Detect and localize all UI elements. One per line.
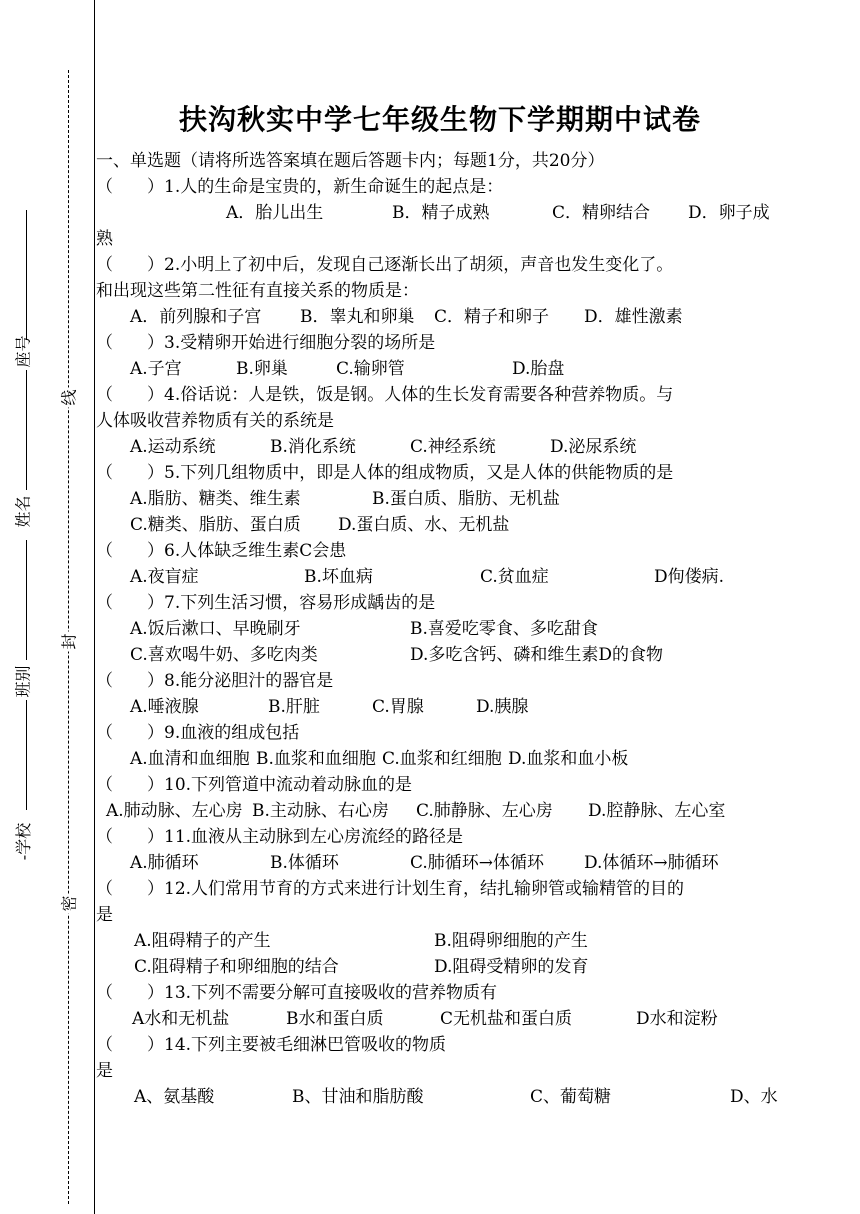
- class-label: 班别: [13, 665, 33, 698]
- q8-option-c[interactable]: C.胃腺: [372, 697, 424, 717]
- q5-option-c[interactable]: C.糖类、脂肪、蛋白质: [130, 515, 301, 535]
- binding-solid-line: [94, 0, 95, 1214]
- q10-option-c[interactable]: C.肺静脉、左心房: [416, 801, 553, 821]
- q8-option-b[interactable]: B.肝脏: [268, 697, 320, 717]
- question-5-options-row1: [96, 486, 796, 512]
- question-2-stem: （ ）2.小明上了初中后，发现自己逐渐长出了胡须，声音也发生变化了。: [96, 255, 674, 275]
- q1-option-d[interactable]: D．卵子成: [688, 203, 770, 223]
- q1-option-d-tail: 熟: [96, 229, 113, 249]
- q1-option-a[interactable]: A．胎儿出生: [226, 203, 324, 223]
- q13-option-c[interactable]: C无机盐和蛋白质: [440, 1009, 573, 1029]
- question-5-options-row2: [96, 512, 796, 538]
- question-14-options: [96, 1084, 796, 1110]
- q9-option-c[interactable]: C.血浆和红细胞: [382, 749, 502, 769]
- question-7-options-row2: [96, 642, 796, 668]
- q4-option-b[interactable]: B.消化系统: [270, 437, 356, 457]
- school-blank[interactable]: [26, 700, 27, 810]
- q4-option-d[interactable]: D.泌尿系统: [550, 437, 637, 457]
- q6-option-c[interactable]: C.贫血症: [480, 567, 549, 587]
- question-2-options: [96, 304, 796, 330]
- q10-option-d[interactable]: D.腔静脉、左心室: [588, 801, 726, 821]
- q4-option-c[interactable]: C.神经系统: [410, 437, 496, 457]
- question-7-options-row1: [96, 616, 796, 642]
- q9-option-a[interactable]: A.血清和血细胞: [130, 749, 250, 769]
- question-7-stem: （ ）7.下列生活习惯，容易形成龋齿的是: [96, 593, 436, 613]
- seat-label: 座号: [13, 335, 33, 368]
- q4-option-a[interactable]: A.运动系统: [130, 437, 216, 457]
- q2-option-d[interactable]: D．雄性激素: [584, 307, 683, 327]
- question-9-stem: （ ）9.血液的组成包括: [96, 723, 300, 743]
- q9-option-d[interactable]: D.血浆和血小板: [508, 749, 629, 769]
- question-9-options: [96, 746, 796, 772]
- exam-content: [96, 148, 796, 1110]
- q12-option-a[interactable]: A.阻碍精子的产生: [134, 931, 271, 951]
- q6-option-d[interactable]: D佝偻病.: [654, 567, 725, 587]
- q10-option-a[interactable]: A.肺动脉、左心房: [106, 801, 243, 821]
- seat-blank[interactable]: [26, 210, 27, 340]
- school-label: [11, 823, 34, 860]
- question-11-options: [96, 850, 796, 876]
- question-14-stem-cont: 是: [96, 1061, 113, 1081]
- question-3-options: [96, 356, 796, 382]
- q7-option-b[interactable]: B.喜爱吃零食、多吃甜食: [410, 619, 598, 639]
- q11-option-d[interactable]: D.体循环→肺循环: [584, 853, 719, 873]
- q14-option-c[interactable]: C、葡萄糖: [530, 1087, 612, 1107]
- q14-option-b[interactable]: B、甘油和脂肪酸: [292, 1087, 424, 1107]
- question-12-options-row2: [96, 954, 796, 980]
- q12-option-d[interactable]: D.阻碍受精卵的发育: [434, 957, 589, 977]
- q3-option-a[interactable]: A.子宫: [130, 359, 182, 379]
- question-13-stem: （ ）13.下列不需要分解可直接吸收的营养物质有: [96, 983, 498, 1003]
- question-10-options: [96, 798, 796, 824]
- q12-option-c[interactable]: C.阻碍精子和卵细胞的结合: [134, 957, 339, 977]
- q5-option-a[interactable]: A.脂肪、糖类、维生素: [130, 489, 301, 509]
- q10-option-b[interactable]: B.主动脉、右心房: [252, 801, 389, 821]
- seal-char-seal: 封: [57, 632, 80, 652]
- school-label-text: 学校: [14, 822, 34, 855]
- q6-option-a[interactable]: A.夜盲症: [130, 567, 199, 587]
- question-1-options: [96, 200, 796, 226]
- q13-option-a[interactable]: A水和无机盐: [132, 1009, 230, 1029]
- question-4-options: [96, 434, 796, 460]
- q13-option-b[interactable]: B水和蛋白质: [286, 1009, 384, 1029]
- seal-char-secret: 密: [57, 894, 80, 914]
- question-8-stem: （ ）8.能分泌胆汁的器官是: [96, 671, 334, 691]
- school-prefix: -: [14, 854, 34, 861]
- q3-option-c[interactable]: C.输卵管: [336, 359, 405, 379]
- question-5-stem: （ ）5.下列几组物质中，即是人体的组成物质，又是人体的供能物质的是: [96, 463, 674, 483]
- question-12-stem-cont: 是: [96, 905, 113, 925]
- question-3-stem: （ ）3.受精卵开始进行细胞分裂的场所是: [96, 333, 436, 353]
- q1-option-c[interactable]: C．精卵结合: [552, 203, 651, 223]
- q11-option-b[interactable]: B.体循环: [270, 853, 339, 873]
- q3-option-b[interactable]: B.卵巢: [236, 359, 288, 379]
- q13-option-d[interactable]: D水和淀粉: [636, 1009, 718, 1029]
- question-6-options: [96, 564, 796, 590]
- q5-option-d[interactable]: D.蛋白质、水、无机盐: [338, 515, 510, 535]
- question-1-stem: （ ）1.人的生命是宝贵的，新生命诞生的起点是：: [96, 177, 504, 197]
- name-blank[interactable]: [26, 370, 27, 490]
- exam-title: 扶沟秋实中学七年级生物下学期期中试卷: [178, 103, 701, 136]
- q2-option-a[interactable]: A．前列腺和子宫: [130, 307, 262, 327]
- q2-option-c[interactable]: C．精子和卵子: [434, 307, 550, 327]
- name-label: 姓名: [13, 495, 33, 528]
- question-6-stem: （ ）6.人体缺乏维生素C会患: [96, 541, 347, 561]
- q7-option-d[interactable]: D.多吃含钙、磷和维生素D的食物: [410, 645, 664, 665]
- question-11-stem: （ ）11.血液从主动脉到左心房流经的路径是: [96, 827, 464, 847]
- question-8-options: [96, 694, 796, 720]
- binding-margin: [0, 0, 96, 1214]
- question-14-stem: （ ）14.下列主要被毛细淋巴管吸收的物质: [96, 1035, 447, 1055]
- q7-option-c[interactable]: C.喜欢喝牛奶、多吃肉类: [130, 645, 318, 665]
- q3-option-d[interactable]: D.胎盘: [512, 359, 565, 379]
- q14-option-d[interactable]: D、水: [730, 1087, 778, 1107]
- class-blank[interactable]: [26, 540, 27, 660]
- question-12-stem: （ ）12.人们常用节育的方式来进行计划生育，结扎输卵管或输精管的目的: [96, 879, 685, 899]
- q8-option-d[interactable]: D.胰腺: [476, 697, 529, 717]
- q9-option-b[interactable]: B.血浆和血细胞: [256, 749, 376, 769]
- seal-char-line: 线: [57, 388, 80, 408]
- q11-option-c[interactable]: C.肺循环→体循环: [410, 853, 545, 873]
- section-heading: 一、单选题（请将所选答案填在题后答题卡内；每题1分，共20分）: [96, 151, 605, 171]
- q11-option-a[interactable]: A.肺循环: [130, 853, 199, 873]
- q7-option-a[interactable]: A.饭后漱口、早晚刷牙: [130, 619, 301, 639]
- question-4-stem-cont: 人体吸收营养物质有关的系统是: [96, 411, 334, 431]
- q6-option-b[interactable]: B.坏血病: [304, 567, 373, 587]
- question-13-options: [96, 1006, 796, 1032]
- question-12-options-row1: [96, 928, 796, 954]
- q14-option-a[interactable]: A、氨基酸: [134, 1087, 215, 1107]
- question-10-stem: （ ）10.下列管道中流动着动脉血的是: [96, 775, 413, 795]
- question-4-stem: （ ）4.俗话说：人是铁，饭是钢。人体的生长发育需要各种营养物质。与: [96, 385, 674, 405]
- question-2-stem-cont: 和出现这些第二性征有直接关系的物质是：: [96, 281, 419, 301]
- q2-option-b[interactable]: B．睾丸和卵巢: [300, 307, 415, 327]
- q5-option-b[interactable]: B.蛋白质、脂肪、无机盐: [372, 489, 560, 509]
- q8-option-a[interactable]: A.唾液腺: [130, 697, 199, 717]
- q1-option-b[interactable]: B．精子成熟: [392, 203, 490, 223]
- q12-option-b[interactable]: B.阻碍卵细胞的产生: [434, 931, 588, 951]
